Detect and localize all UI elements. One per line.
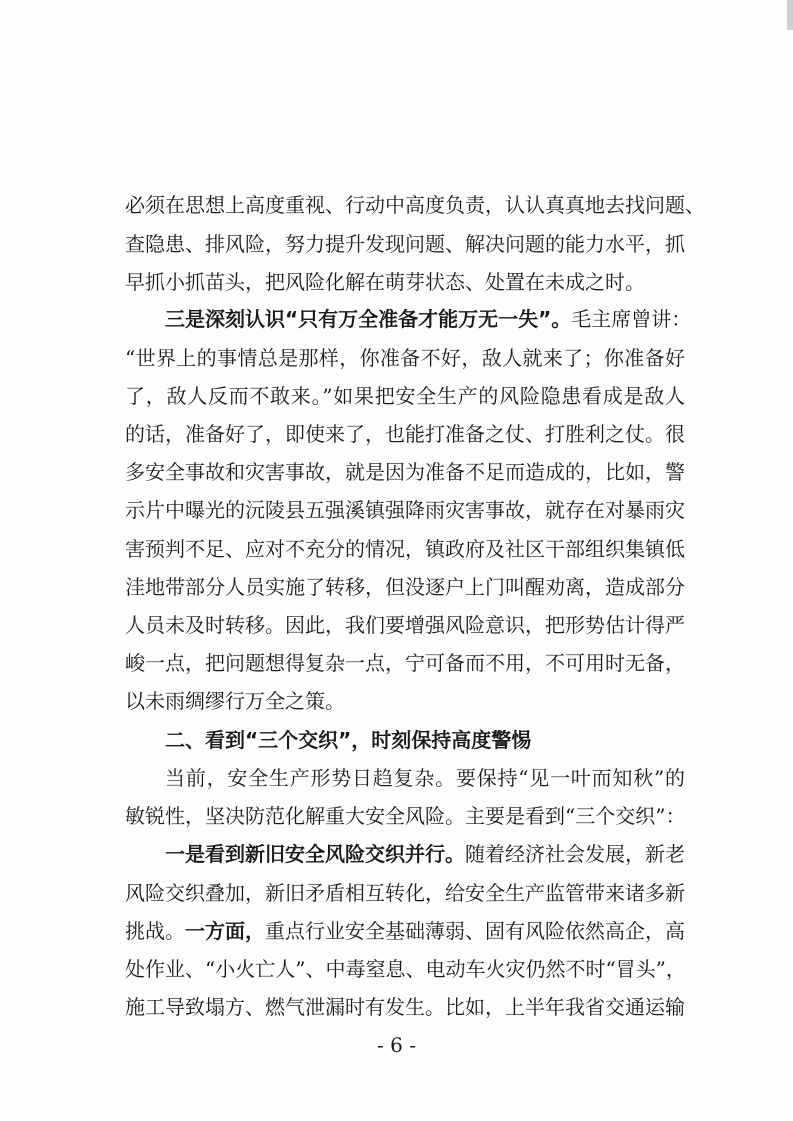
section-heading: 二、看到“三个交织”，时刻保持高度警惕 bbox=[165, 728, 532, 752]
scan-edge bbox=[787, 0, 793, 30]
body-line-17: 敏锐性，坚决防范化解重大安全风险。主要是看到“三个交织”： bbox=[125, 804, 686, 828]
page-number: - 6 - bbox=[377, 1033, 416, 1057]
body-line-9: 示片中曝光的沅陵县五强溪镇强降雨灾害事故，就存在对暴雨灾 bbox=[125, 498, 685, 522]
body-line-1: 必须在思想上高度重视、行动中高度负责，认认真真地去找问题、 bbox=[125, 193, 705, 217]
body-line-7: 的话，准备好了，即使来了，也能打准备之仗、打胜利之仗。很 bbox=[125, 422, 685, 446]
body-line-16: 当前，安全生产形势日趋复杂。要保持“见一叶而知秋”的 bbox=[165, 766, 685, 790]
body-line-18: 一是看到新旧安全风险交织并行。随着经济社会发展，新老 bbox=[165, 842, 685, 866]
body-line-10: 害预判不足、应对不充分的情况，镇政府及社区干部组织集镇低 bbox=[125, 537, 685, 561]
body-line-12: 人员未及时转移。因此，我们要增强风险意识，把形势估计得严 bbox=[125, 613, 685, 637]
body-line-3: 早抓小抓苗头，把风险化解在萌芽状态、处置在未成之时。 bbox=[125, 270, 645, 294]
body-line-2: 查隐患、排风险，努力提升发现问题、解决问题的能力水平，抓 bbox=[125, 232, 685, 256]
body-line-6: 了，敌人反而不敢来。”如果把安全生产的风险隐患看成是敌人 bbox=[125, 384, 685, 408]
body-line-4: 三是深刻认识“只有万全准备才能万无一失”。毛主席曾讲： bbox=[165, 307, 692, 331]
point-one-heading: 一是看到新旧安全风险交织并行。 bbox=[165, 842, 465, 866]
body-line-20: 挑战。一方面，重点行业安全基础薄弱、固有风险依然高企，高 bbox=[125, 919, 685, 943]
body-line-14: 以未雨绸缪行万全之策。 bbox=[125, 689, 345, 713]
body-line-21: 处作业、“小火亡人”、中毒窒息、电动车火灾仍然不时“冒头”， bbox=[125, 957, 686, 981]
on-one-hand-label: 一方面， bbox=[185, 919, 265, 943]
body-line-8: 多安全事故和灾害事故，就是因为准备不足而造成的，比如，警 bbox=[125, 460, 685, 484]
point-three-heading: 三是深刻认识“只有万全准备才能万无一失”。 bbox=[165, 307, 572, 331]
body-line-11: 洼地带部分人员实施了转移，但没逐户上门叫醒劝离，造成部分 bbox=[125, 575, 685, 599]
body-line-13: 峻一点，把问题想得复杂一点，宁可备而不用，不可用时无备， bbox=[125, 651, 685, 675]
body-line-5: “世界上的事情总是那样，你准备不好，敌人就来了；你准备好 bbox=[125, 346, 685, 370]
body-line-22: 施工导致塌方、燃气泄漏时有发生。比如，上半年我省交通运输 bbox=[125, 995, 685, 1019]
body-line-19: 风险交织叠加，新旧矛盾相互转化，给安全生产监管带来诸多新 bbox=[125, 881, 685, 905]
